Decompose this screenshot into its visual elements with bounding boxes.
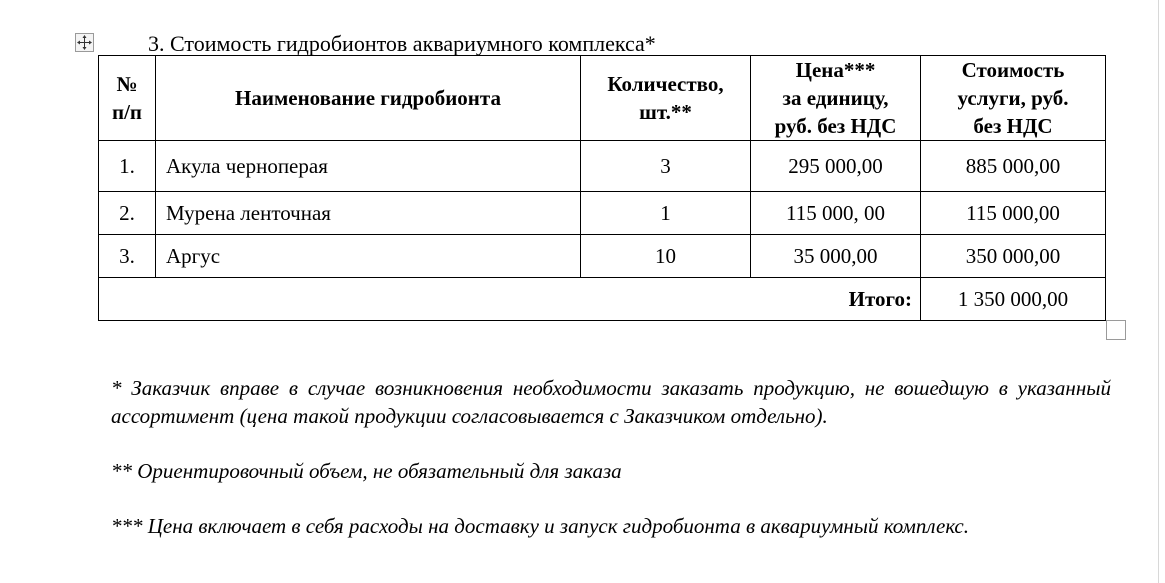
row-cost: 115 000,00 — [921, 192, 1106, 235]
table-row — [99, 235, 1106, 278]
total-row — [99, 278, 1106, 321]
row-price: 115 000, 00 — [751, 192, 921, 235]
row-qty: 10 — [581, 235, 751, 278]
row-num: 3. — [99, 235, 156, 278]
row-cost: 350 000,00 — [921, 235, 1106, 278]
header-price: Цена*** за единицу, руб. без НДС — [751, 56, 921, 141]
row-cost: 885 000,00 — [921, 141, 1106, 192]
row-num: 1. — [99, 141, 156, 192]
row-price: 35 000,00 — [751, 235, 921, 278]
row-name: Акула черноперая — [156, 141, 581, 192]
table-header-row — [99, 56, 1106, 141]
total-label: Итого: — [99, 278, 921, 321]
header-num: № п/п — [99, 56, 156, 141]
footnote-3: *** Цена включает в себя расходы на доставку и запуск гидробионта в аквариумный комплекс. — [111, 514, 969, 538]
row-qty: 1 — [581, 192, 751, 235]
header-qty: Количество, шт.** — [581, 56, 751, 141]
footnote-2: ** Ориентировочный объем, не обязательный для заказа — [111, 459, 622, 483]
table-row — [99, 192, 1106, 235]
table-move-handle-icon[interactable] — [75, 33, 94, 52]
hydrobiont-cost-table — [98, 55, 1106, 321]
section-title: 3. Стоимость гидробионтов аквариумного комплекса* — [148, 31, 656, 56]
total-value: 1 350 000,00 — [921, 278, 1106, 321]
row-price: 295 000,00 — [751, 141, 921, 192]
page-edge — [1158, 0, 1159, 583]
row-name: Мурена ленточная — [156, 192, 581, 235]
row-num: 2. — [99, 192, 156, 235]
row-name: Аргус — [156, 235, 581, 278]
header-name: Наименование гидробионта — [156, 56, 581, 141]
header-cost: Стоимость услуги, руб. без НДС — [921, 56, 1106, 141]
footnote-1: * Заказчик вправе в случае возникновения необходимости заказать продукцию, не вошедшую в указанный ассортимент (цена такой продукции согласовывается с Заказчиком отдельно). — [111, 376, 1111, 428]
row-qty: 3 — [581, 141, 751, 192]
table-row — [99, 141, 1106, 192]
footnotes — [111, 374, 1111, 540]
table-resize-handle-icon[interactable] — [1106, 320, 1126, 340]
